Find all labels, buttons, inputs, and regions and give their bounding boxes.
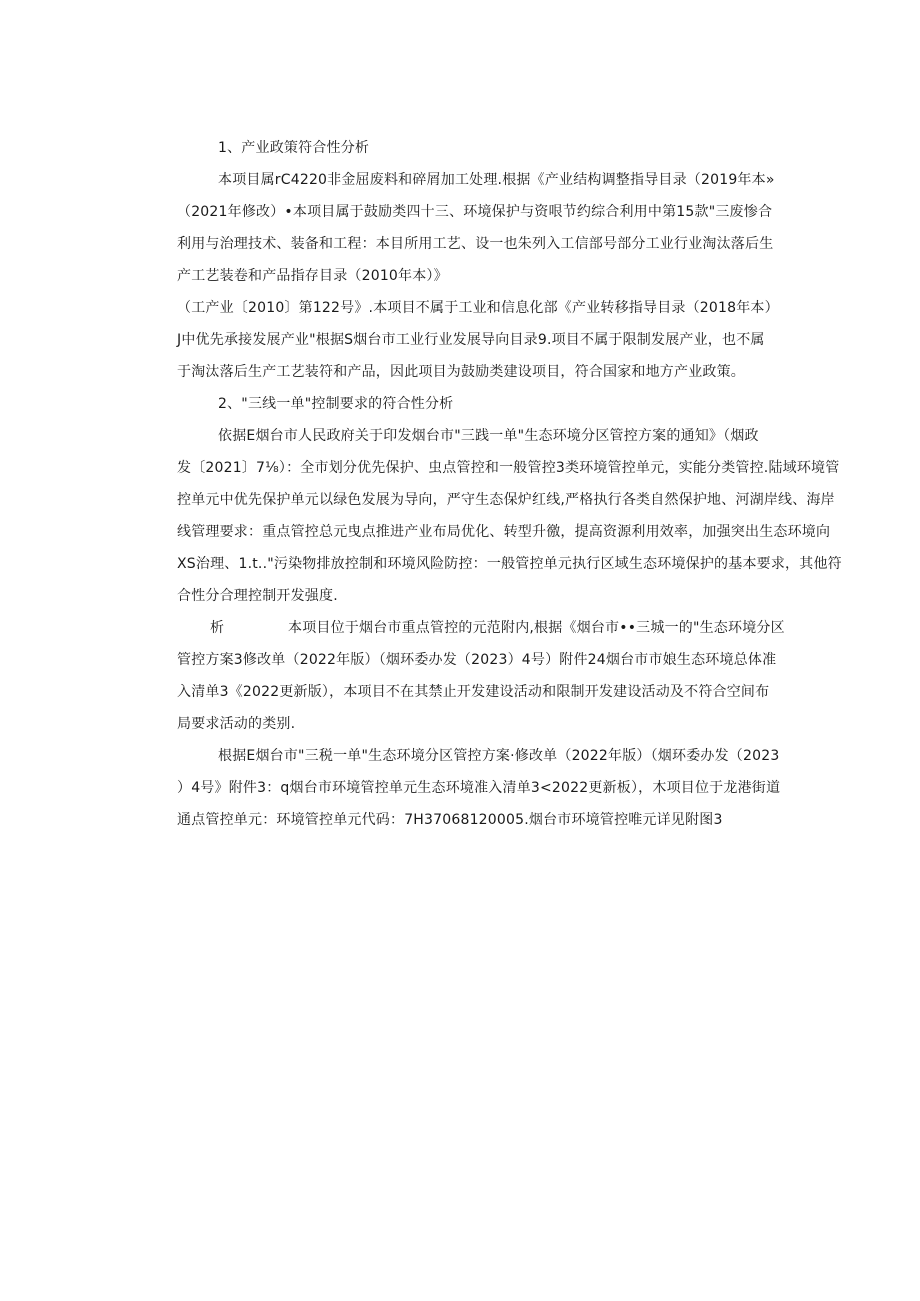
paragraph-line: 于淘汰落后生产工艺装符和产品，因此项目为鼓励类建设项目，符合国家和地方产业政策。 — [177, 364, 745, 380]
paragraph-line: ）4号》附件3：q烟台市环境管控单元生态环境准入清单3<2022更新板），木项目位于龙港街道 — [177, 780, 781, 796]
paragraph-line: 依据E烟台市人民政府关于印发烟台市"三践一单"生态环境分区管控方案的通知》（烟政 — [218, 428, 759, 444]
paragraph-line: 通点管控单元：环境管控单元代码：7H37068120005.烟台市环境管控唯元详见附图3 — [177, 812, 723, 828]
paragraph-line: 合性分合理控制开发强度. — [177, 588, 338, 604]
paragraph-line: （2021年修改）•本项目属于鼓励类四十三、环境保护与资哏节约综合利用中第15款"三废惨合 — [177, 204, 773, 220]
paragraph-line: 根据E烟台市"三税一单"生态环境分区管控方案·修改单（2022年版）（烟环委办发（2023 — [218, 748, 780, 764]
paragraph-line: 管控方案3修改单（2022年版）（烟环委办发（2023）4号）附件24烟台市市娘生态环境总体准 — [177, 652, 777, 668]
paragraph-line: 发〔2021〕7⅛）：全市划分优先保护、虫点管控和一般管控3类环境管控单元，实能分类管控.陆域环境管 — [177, 460, 840, 476]
paragraph-line: 利用与治理技术、装备和工程：本目所用工艺、设一也朱列入工信部号部分工业行业淘汰落后生 — [177, 236, 774, 252]
paragraph-line: 本项目属rC4220非金屈废料和碎屑加工处理.根据《产业结构调整指导目录（2019年本» — [218, 172, 775, 188]
section-heading-1: 1、产业政策符合性分析 — [218, 140, 370, 156]
paragraph-line: （工产业〔2010〕第122号》.本项目不属于工业和信息化部《产业转移指导目录（2018年本） — [177, 300, 779, 316]
paragraph-line: J中优先承接发展产业"根据S烟台市工业行业发展导向目录9.项目不属于限制发展产业，也不属 — [177, 332, 765, 348]
paragraph-line: 线管理要求：重点管控总元曳点推进产业布局优化、转型升徼，提高资源利用效率，加强突出生态环境向 — [177, 524, 831, 540]
paragraph-line: 本项目位于烟台市重点管控的元范附内,根据《烟台市••三城一的"生态环境分区 — [288, 620, 785, 636]
paragraph-line: XS治理、1.t.."污染物排放控制和环境风险防控：一般管控单元执行区域生态环境保护的基本要求，其他符 — [177, 556, 842, 572]
paragraph-line: 局要求活动的类别. — [177, 716, 296, 732]
margin-label: 析 — [210, 620, 225, 636]
section-heading-2: 2、"三线一单"控制要求的符合性分析 — [218, 396, 454, 412]
paragraph-line: 产工艺装卷和产品指存目录（2010年本）》 — [177, 268, 448, 284]
paragraph-line: 控单元中优先保护单元以绿色发展为导向，严守生态保炉红线,严格执行各类自然保护地、河湖岸线、海岸 — [177, 492, 835, 508]
paragraph-line: 入清单3《2022更新版），本项目不在其禁止开发建设活动和限制开发建设活动及不符合空间布 — [177, 684, 770, 700]
